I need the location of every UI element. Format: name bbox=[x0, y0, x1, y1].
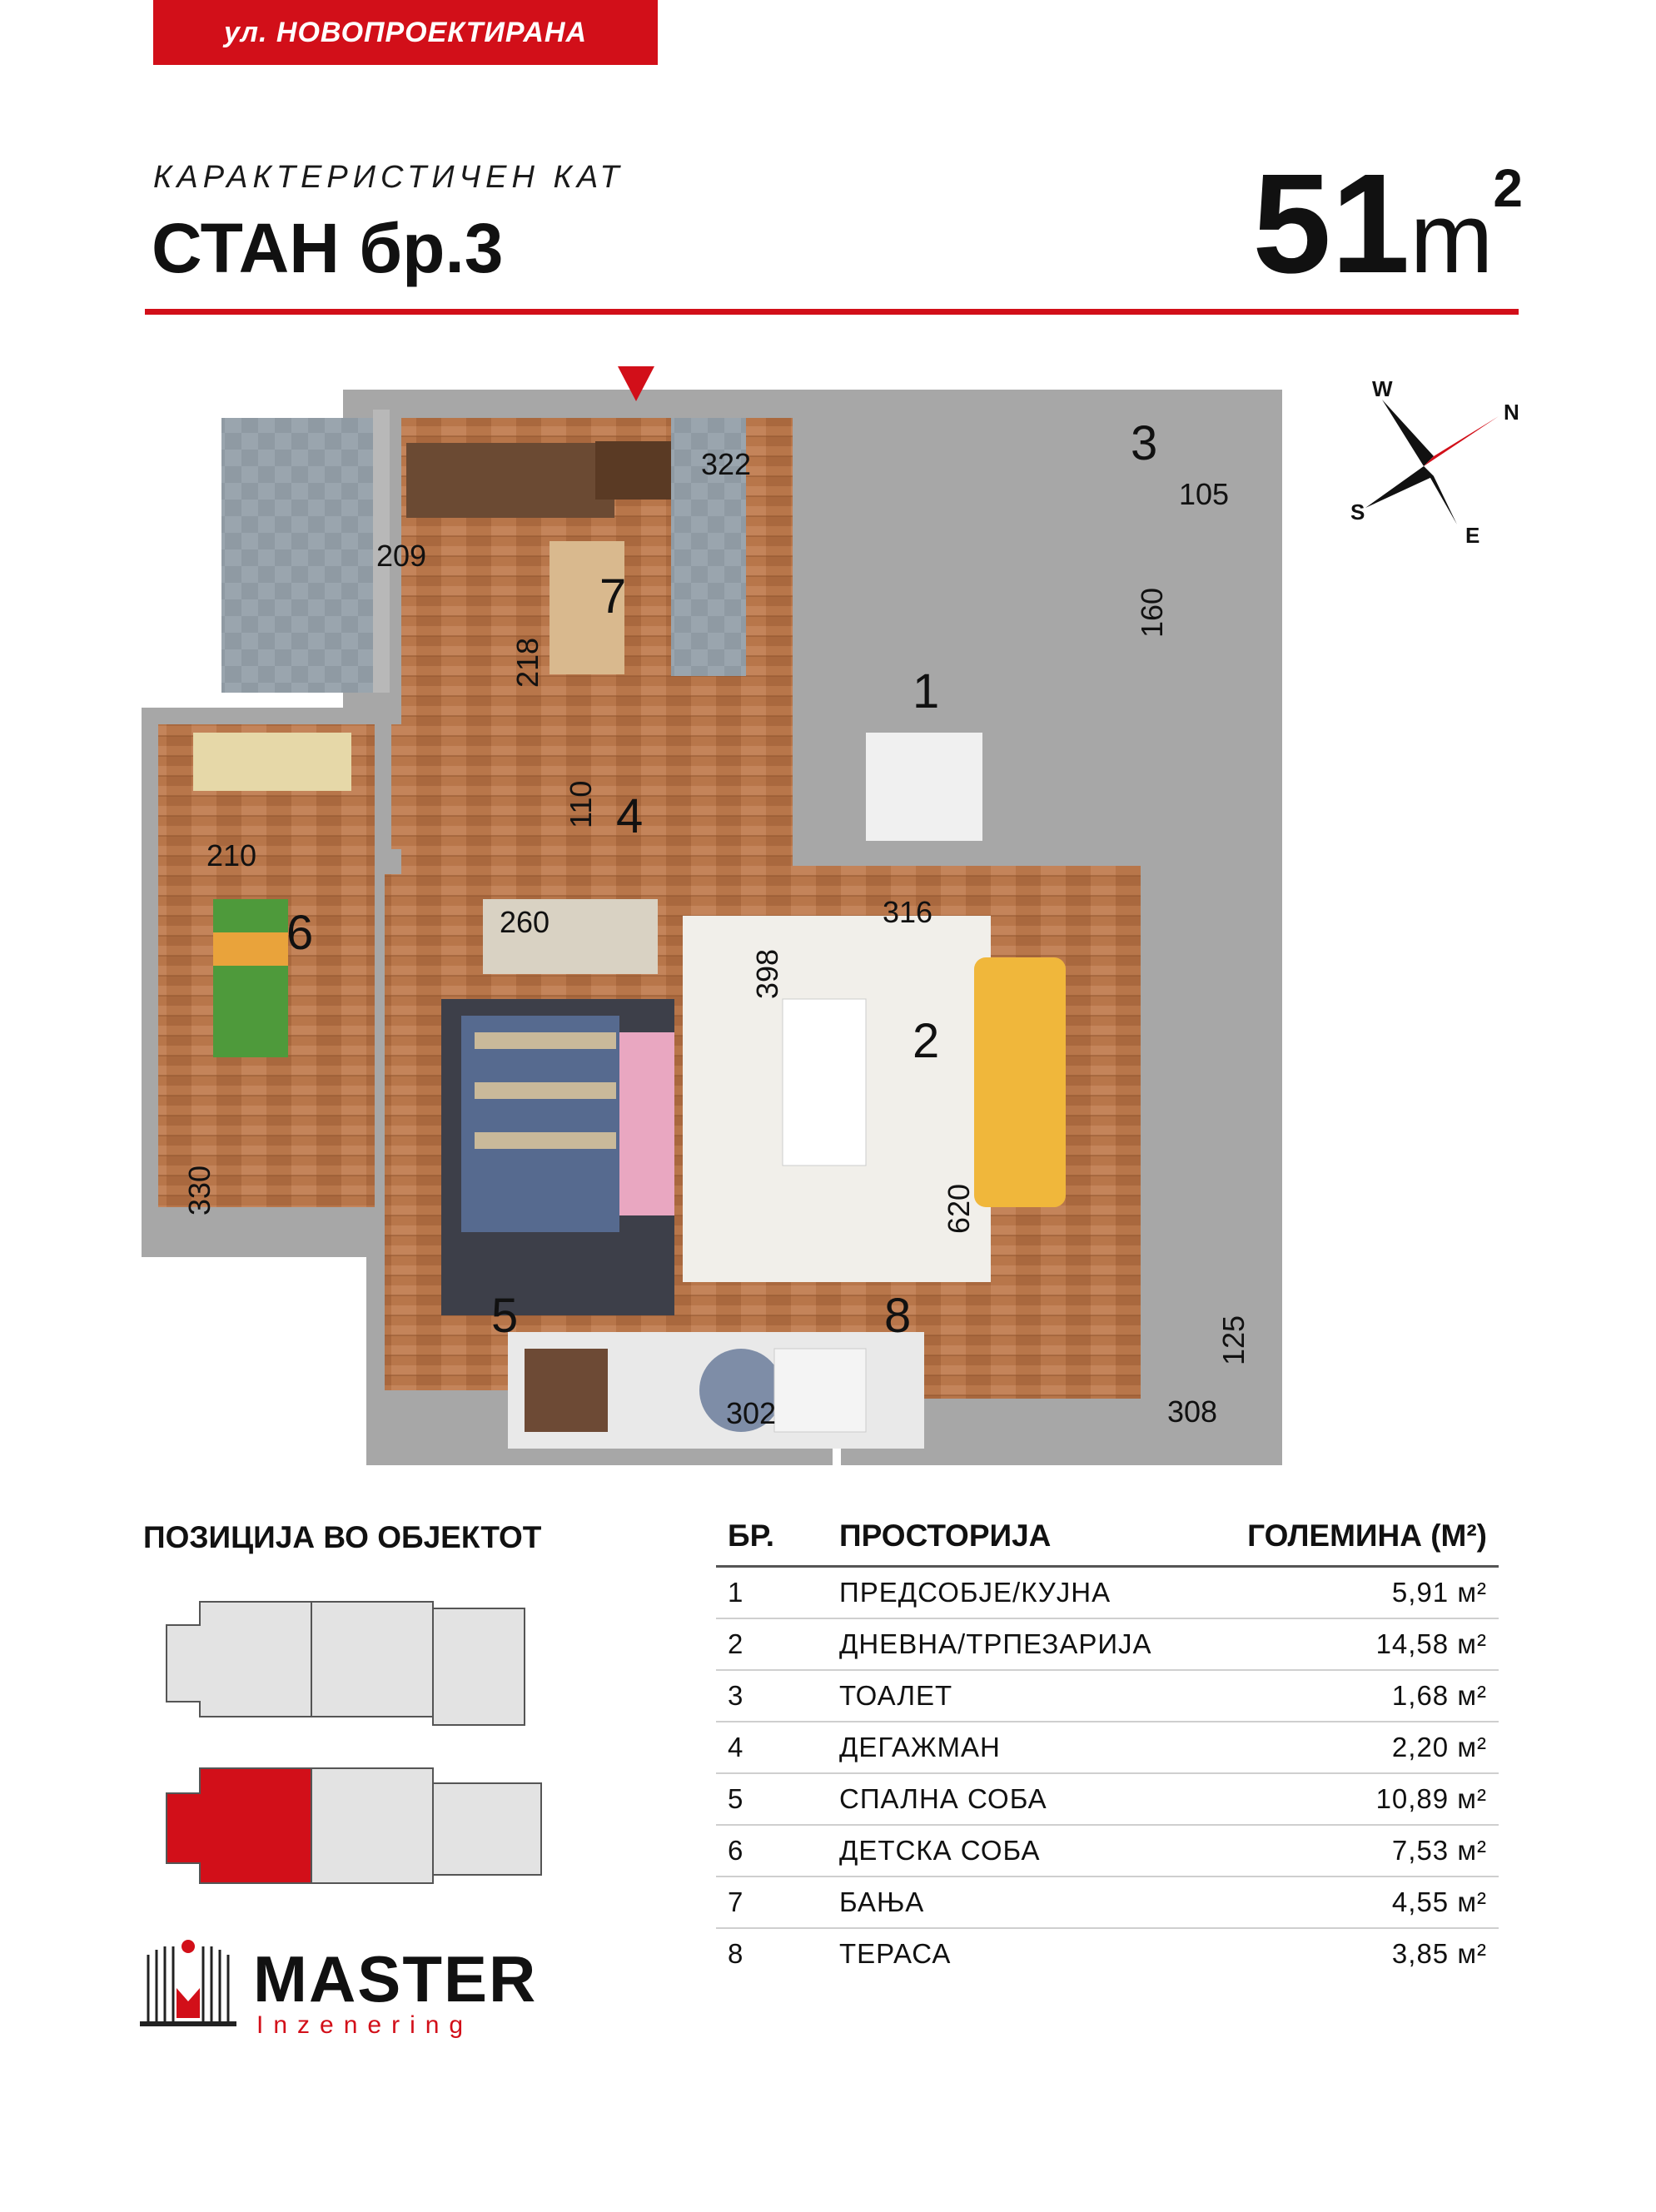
row-size: 4,55 м² bbox=[1198, 1876, 1499, 1928]
room-number-7: 7 bbox=[599, 569, 627, 624]
compass-s: S bbox=[1350, 500, 1365, 524]
table-row bbox=[716, 1825, 1499, 1876]
table-row bbox=[716, 1722, 1499, 1773]
row-room: БАЊА bbox=[828, 1876, 1198, 1928]
row-size: 2,20 м² bbox=[1198, 1722, 1499, 1773]
row-room: СПАЛНА СОБА bbox=[828, 1773, 1198, 1825]
compass-icon bbox=[1332, 366, 1524, 558]
room-number-8: 8 bbox=[884, 1289, 912, 1343]
dim-110: 110 bbox=[564, 780, 598, 828]
dim-302: 302 bbox=[726, 1396, 777, 1430]
room-number-6: 6 bbox=[286, 906, 314, 960]
dim-308: 308 bbox=[1167, 1394, 1218, 1429]
dim-160: 160 bbox=[1135, 587, 1169, 638]
table-row bbox=[716, 1567, 1499, 1619]
street-name: ул. НОВОПРОЕКТИРАНА bbox=[223, 16, 588, 48]
table-row bbox=[716, 1670, 1499, 1722]
apartment-area bbox=[1252, 145, 1523, 303]
table-header-row bbox=[716, 1519, 1499, 1567]
row-num: 8 bbox=[728, 1938, 744, 1969]
sofa bbox=[974, 957, 1066, 1207]
dim-316: 316 bbox=[883, 895, 933, 929]
header-divider bbox=[145, 309, 1519, 315]
row-num: 5 bbox=[716, 1773, 828, 1825]
dim-125: 125 bbox=[1216, 1315, 1251, 1365]
room-number-1: 1 bbox=[913, 664, 940, 718]
logo-word: MASTER bbox=[253, 1942, 538, 2016]
dim-210: 210 bbox=[206, 838, 257, 872]
row-size: 1,68 м² bbox=[1198, 1670, 1499, 1722]
dim-322: 322 bbox=[701, 447, 752, 481]
room-number-3: 3 bbox=[1131, 416, 1158, 470]
dim-398: 398 bbox=[750, 948, 784, 999]
street-banner bbox=[153, 0, 658, 65]
header-room: ПРОСТОРИЈА bbox=[828, 1519, 1198, 1567]
row-size: 10,89 м² bbox=[1198, 1773, 1499, 1825]
dim-260: 260 bbox=[500, 905, 550, 939]
table-row bbox=[716, 1618, 1499, 1670]
dim-218: 218 bbox=[510, 637, 545, 688]
kitchen-counter bbox=[406, 443, 614, 518]
row-size: 3,85 м² bbox=[1391, 1938, 1487, 1969]
row-room: ДНЕВНА/ТРПЕЗАРИЈА bbox=[828, 1618, 1198, 1670]
rooms-table bbox=[716, 1519, 1499, 1979]
dim-330: 330 bbox=[182, 1165, 216, 1215]
row-num: 6 bbox=[716, 1825, 828, 1876]
row-size: 7,53 м² bbox=[1198, 1825, 1499, 1876]
logo-subtext: Inzenering bbox=[256, 2011, 474, 2039]
dim-105: 105 bbox=[1179, 477, 1230, 511]
room-number-2: 2 bbox=[913, 1014, 940, 1068]
floor-label: КАРАКТЕРИСТИЧЕН КАТ bbox=[153, 160, 624, 195]
dim-209: 209 bbox=[376, 539, 427, 573]
header-num: БР. bbox=[716, 1519, 828, 1567]
row-size: 14,58 м² bbox=[1198, 1618, 1499, 1670]
row-num: 7 bbox=[716, 1876, 828, 1928]
apartment-prefix: СТАН bbox=[152, 209, 340, 287]
area-value: 51 bbox=[1252, 145, 1410, 303]
table-row bbox=[716, 1773, 1499, 1825]
row-room: ТЕРАСА bbox=[839, 1938, 952, 1969]
compass-n: N bbox=[1504, 400, 1519, 425]
room-7-floor bbox=[221, 418, 388, 693]
area-exponent: 2 bbox=[1493, 158, 1523, 218]
row-room: ТОАЛЕТ bbox=[828, 1670, 1198, 1722]
row-num: 4 bbox=[716, 1722, 828, 1773]
room-number-4: 4 bbox=[616, 789, 644, 843]
apartment-number: бр.3 bbox=[359, 209, 504, 287]
floor-plan bbox=[142, 366, 1307, 1465]
compass-w: W bbox=[1372, 376, 1393, 401]
table-row bbox=[716, 1928, 1499, 1979]
row-room: ПРЕДСОБЈЕ/КУЈНА bbox=[828, 1567, 1198, 1619]
dim-620: 620 bbox=[942, 1183, 976, 1234]
building-logo-icon bbox=[140, 1938, 240, 2030]
row-num: 3 bbox=[716, 1670, 828, 1722]
row-num: 1 bbox=[716, 1567, 828, 1619]
building-position-diagram bbox=[158, 1592, 574, 1908]
compass-e: E bbox=[1465, 523, 1480, 548]
area-unit: m bbox=[1410, 182, 1494, 294]
room-number-5: 5 bbox=[491, 1289, 519, 1343]
position-title: ПОЗИЦИЈА ВО ОБЈЕКТОТ bbox=[143, 1520, 542, 1554]
row-size: 5,91 м² bbox=[1198, 1567, 1499, 1619]
apartment-title bbox=[152, 208, 504, 289]
company-logo bbox=[140, 1938, 538, 2039]
row-num: 2 bbox=[716, 1618, 828, 1670]
row-room: ДЕГАЖМАН bbox=[828, 1722, 1198, 1773]
table-row bbox=[716, 1876, 1499, 1928]
row-room: ДЕТСКА СОБА bbox=[828, 1825, 1198, 1876]
header-size: ГОЛЕМИНА (М²) bbox=[1198, 1519, 1499, 1567]
